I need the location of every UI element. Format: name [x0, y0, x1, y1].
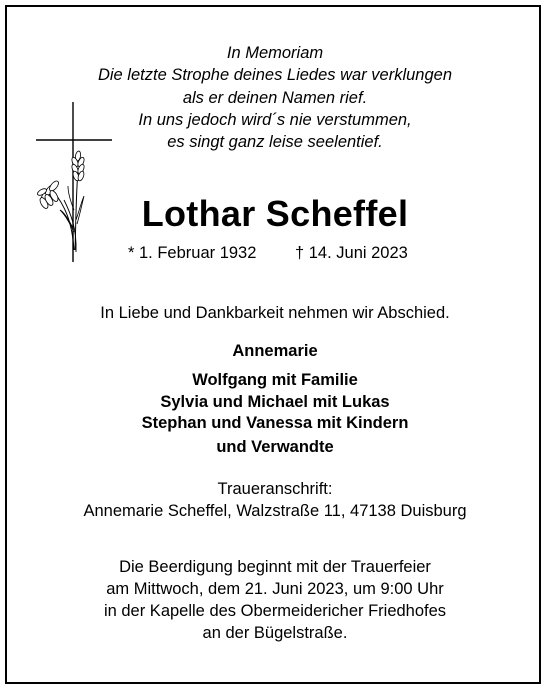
birth-date: * 1. Februar 1932 [128, 244, 257, 262]
farewell-text: In Liebe und Dankbarkeit nehmen wir Abschied. [100, 304, 450, 322]
poem-line: es singt ganz leise seelentief. [167, 133, 383, 152]
poem-line: In Memoriam [226, 44, 324, 62]
mourner-line: Sylvia und Michael mit Lukas [160, 392, 390, 411]
mourner-line: Wolfgang mit Familie [192, 371, 358, 389]
funeral-line: am Mittwoch, dem 21. Juni 2023, um 9:00 Uhr [106, 580, 444, 598]
funeral-line: Die Beerdigung beginnt mit der Trauerfeier [119, 558, 431, 576]
deceased-name: Lothar Scheffel [141, 193, 409, 234]
poem-line: In uns jedoch wird´s nie verstummen, [138, 110, 412, 129]
funeral-details [0, 556, 550, 644]
address-line: Annemarie Scheffel, Walzstraße 11, 47138 Duisburg [83, 502, 467, 520]
mourner-line: Stephan und Vanessa mit Kindern [141, 414, 409, 432]
address-label: Traueranschrift: [217, 480, 333, 498]
memorial-poem [0, 42, 550, 153]
mourner-relatives: und Verwandte [216, 438, 334, 456]
poem-line: Die letzte Strophe deines Liedes war verklungen [97, 66, 453, 85]
mourner-spouse: Annemarie [232, 342, 318, 360]
death-date: † 14. Juni 2023 [295, 244, 408, 262]
funeral-line: in der Kapelle des Obermeidericher Friedhofes [103, 602, 447, 620]
funeral-line: an der Bügelstraße. [202, 624, 348, 642]
poem-line: als er deinen Namen rief. [182, 88, 368, 107]
mourning-address [0, 478, 550, 522]
mourner-children [0, 370, 550, 435]
